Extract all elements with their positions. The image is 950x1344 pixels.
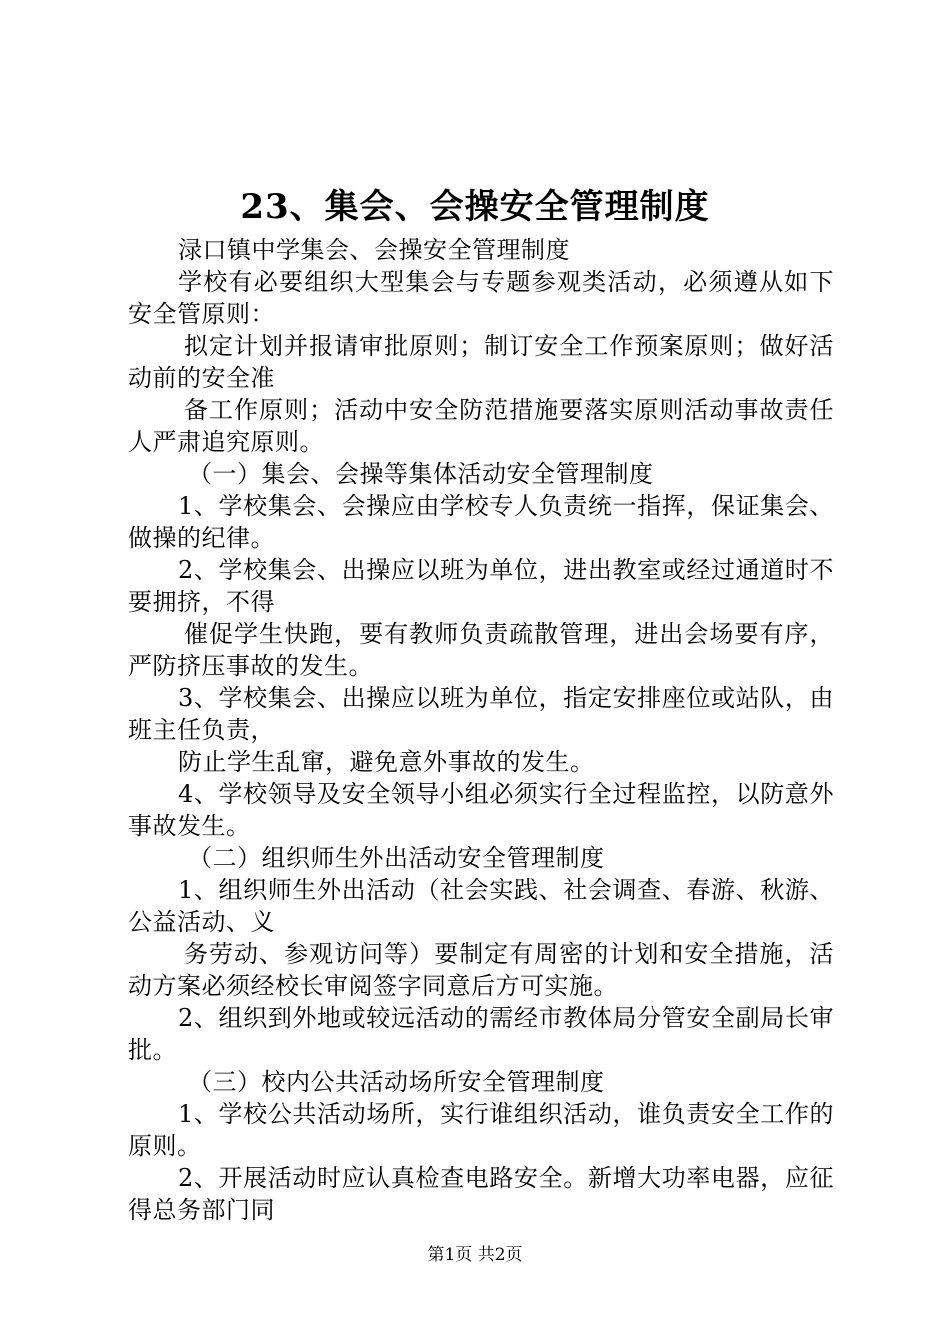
section-heading: （一）集会、会操等集体活动安全管理制度: [188, 460, 654, 488]
paragraph: 1、学校集会、会操应由学校专人负责统一指挥，保证集会、做操的纪律。: [128, 492, 834, 552]
paragraph: 2、学校集会、出操应以班为单位，进出教室或经过通道时不要拥挤，不得: [128, 556, 834, 616]
paragraph: 拟定计划并报请审批原则；制订安全工作预案原则；做好活动前的安全准: [128, 332, 834, 392]
paragraph-subtitle: 渌口镇中学集会、会操安全管理制度: [178, 236, 570, 264]
paragraph: 2、组织到外地或较远活动的需经市教体局分管安全副局长审批。: [128, 1004, 834, 1064]
paragraph: 防止学生乱窜，避免意外事故的发生。: [178, 748, 595, 776]
document-title: 23、集会、会操安全管理制度: [240, 187, 710, 227]
paragraph: 备工作原则；活动中安全防范措施要落实原则活动事故责任人严肃追究原则。: [128, 396, 834, 456]
section-heading: （三）校内公共活动场所安全管理制度: [188, 1068, 605, 1096]
paragraph: 4、学校领导及安全领导小组必须实行全过程监控，以防意外事故发生。: [128, 780, 834, 840]
paragraph: 1、组织师生外出活动（社会实践、社会调查、春游、秋游、公益活动、义: [128, 876, 834, 936]
document-body: [128, 234, 834, 1226]
section-heading: （二）组织师生外出活动安全管理制度: [188, 844, 605, 872]
paragraph: 催促学生快跑，要有教师负责疏散管理，进出会场要有序，严防挤压事故的发生。: [128, 620, 834, 680]
paragraph: 2、开展活动时应认真检查电路安全。新增大功率电器，应征得总务部门同: [128, 1164, 834, 1224]
paragraph: 务劳动、参观访问等）要制定有周密的计划和安全措施，活动方案必须经校长审阅签字同意后方可实施。: [128, 940, 834, 1000]
paragraph: 学校有必要组织大型集会与专题参观类活动，必须遵从如下安全管原则：: [128, 268, 834, 328]
paragraph: 3、学校集会、出操应以班为单位，指定安排座位或站队，由班主任负责，: [128, 684, 834, 744]
page-number-footer: 第1页 共2页: [427, 1245, 523, 1265]
paragraph: 1、学校公共活动场所，实行谁组织活动，谁负责安全工作的原则。: [128, 1100, 834, 1160]
